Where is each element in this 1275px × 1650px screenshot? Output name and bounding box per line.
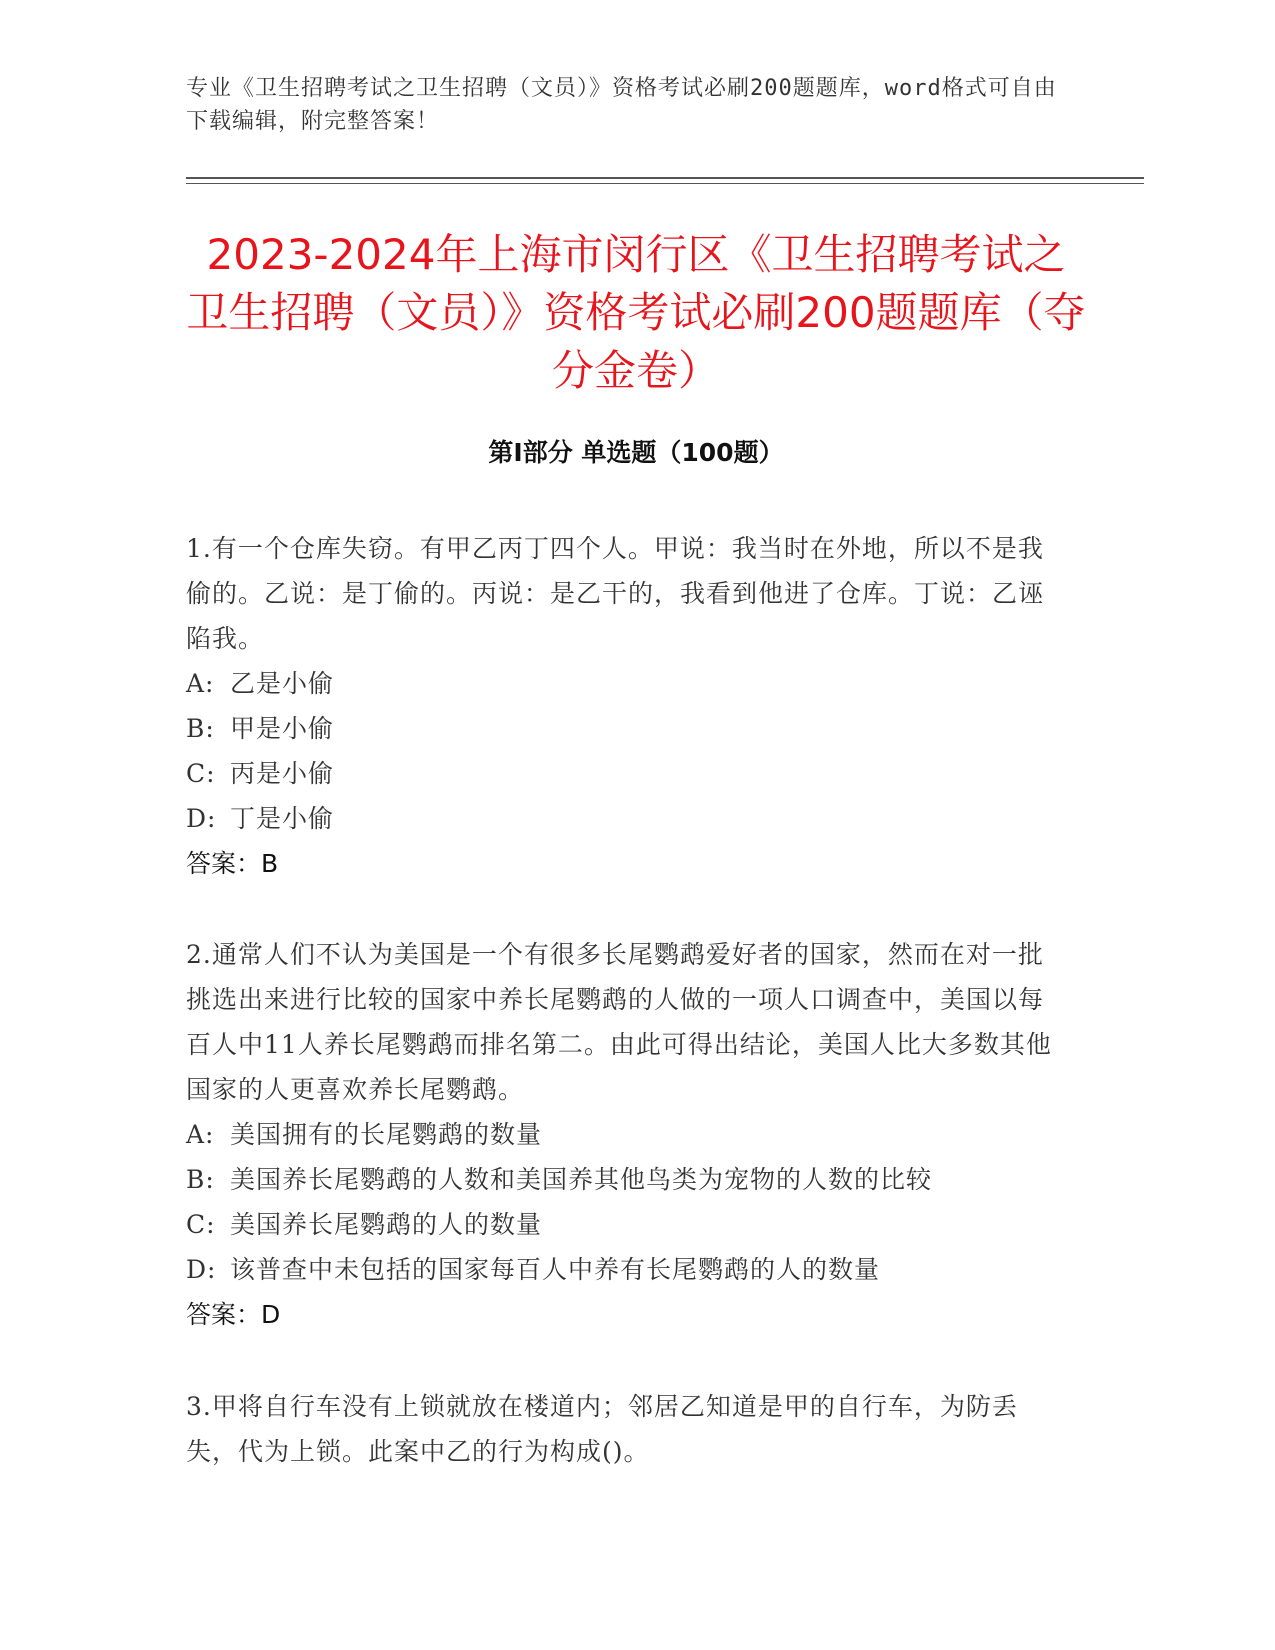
option-text: 美国养长尾鹦鹉的人的数量 xyxy=(230,1210,543,1239)
answer: 答案：B xyxy=(186,849,279,878)
option-a xyxy=(186,1112,1066,1157)
option-c xyxy=(186,1202,1066,1247)
option-label: D: xyxy=(186,804,217,833)
question-stem: 2.通常人们不认为美国是一个有很多长尾鹦鹉爱好者的国家，然而在对一批挑选出来进行比较的国家中养长尾鹦鹉的人做的一项人口调查中，美国以每百人中11人养长尾鹦鹉而排名第二。由此可得出结论，美国人比大多数其他国家的人更喜欢养长尾鹦鹉。 xyxy=(186,940,1052,1104)
option-c xyxy=(186,751,1066,796)
question-stem: 1.有一个仓库失窃。有甲乙丙丁四个人。甲说：我当时在外地，所以不是我偷的。乙说：是丁偷的。丙说：是乙干的，我看到他进了仓库。丁说：乙诬陷我。 xyxy=(186,534,1045,653)
option-text: 甲是小偷 xyxy=(230,714,335,743)
header-divider-thick xyxy=(186,177,1144,179)
option-label: A: xyxy=(186,669,215,698)
document-title: 2023-2024年上海市闵行区《卫生招聘考试之卫生招聘（文员）》资格考试必刷200题题库（夺分金卷） xyxy=(186,230,1086,395)
option-d xyxy=(186,796,1066,841)
question-stem: 3.甲将自行车没有上锁就放在楼道内；邻居乙知道是甲的自行车，为防丢失，代为上锁。此案中乙的行为构成()。 xyxy=(186,1392,1018,1466)
answer: 答案：D xyxy=(186,1300,281,1329)
option-label: C: xyxy=(186,1210,216,1239)
question-3 xyxy=(186,1384,1066,1474)
option-label: D: xyxy=(186,1255,217,1284)
header-note: 专业《卫生招聘考试之卫生招聘（文员）》资格考试必刷200题题库，word格式可自由下载编辑，附完整答案！ xyxy=(186,76,1057,134)
option-label: A: xyxy=(186,1120,215,1149)
option-text: 美国拥有的长尾鹦鹉的数量 xyxy=(230,1120,543,1149)
option-text: 丙是小偷 xyxy=(230,759,335,788)
option-text: 该普查中未包括的国家每百人中养有长尾鹦鹉的人的数量 xyxy=(230,1255,881,1284)
option-d xyxy=(186,1247,1066,1292)
option-a xyxy=(186,661,1066,706)
option-label: C: xyxy=(186,759,216,788)
option-label: B: xyxy=(186,1165,215,1194)
question-1 xyxy=(186,526,1066,886)
option-text: 丁是小偷 xyxy=(230,804,335,833)
option-label: B: xyxy=(186,714,215,743)
option-b xyxy=(186,1157,1066,1202)
option-text: 乙是小偷 xyxy=(230,669,335,698)
header-divider-thin xyxy=(186,183,1144,184)
option-text: 美国养长尾鹦鹉的人数和美国养其他鸟类为宠物的人数的比较 xyxy=(230,1165,933,1194)
question-2 xyxy=(186,932,1066,1337)
option-b xyxy=(186,706,1066,751)
section-title: 第I部分 单选题（100题） xyxy=(488,438,784,467)
